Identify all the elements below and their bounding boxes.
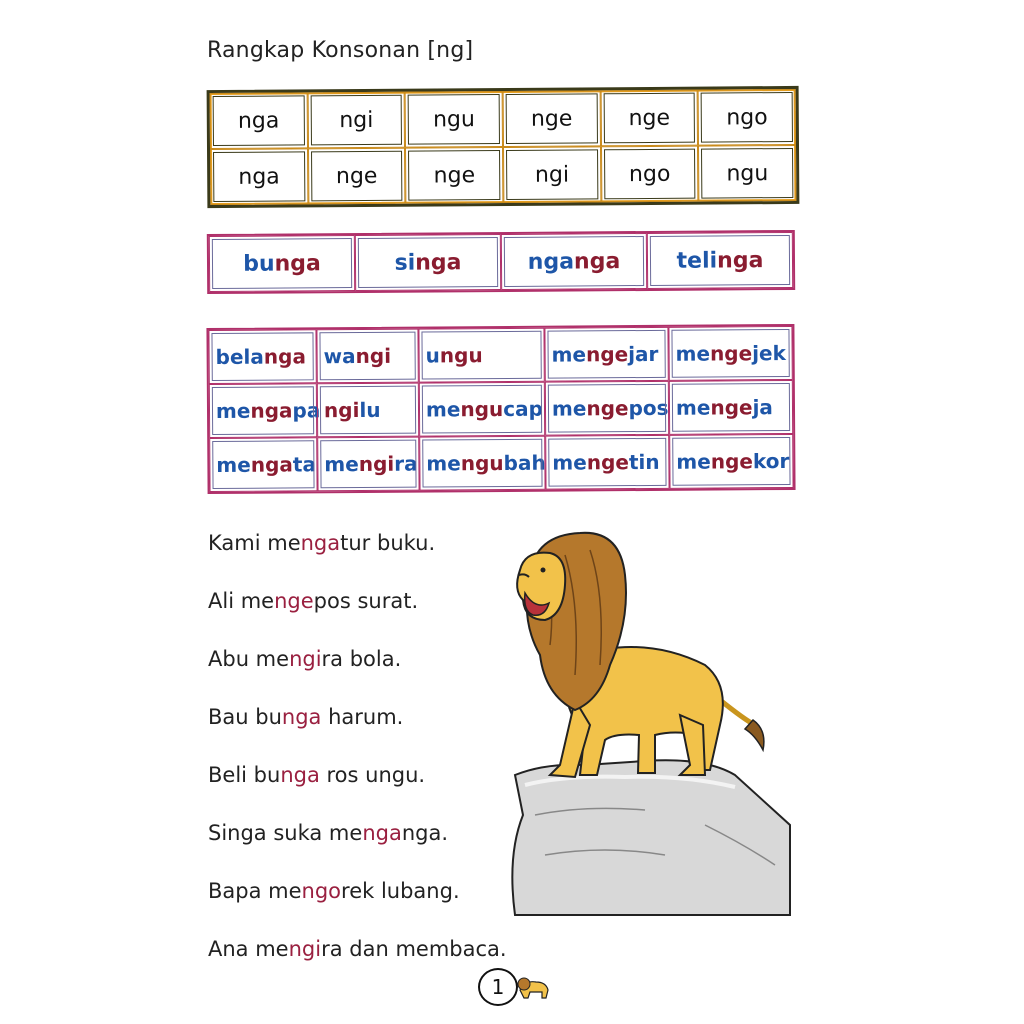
word-part: u bbox=[425, 343, 440, 368]
word-part: nga bbox=[281, 705, 322, 729]
word-strip bbox=[207, 230, 795, 294]
syllable-cell: ngo bbox=[698, 89, 796, 146]
syllable-cell: ngi bbox=[307, 92, 405, 149]
word-part: Singa suka me bbox=[208, 821, 363, 845]
word-part: ngi bbox=[288, 937, 322, 961]
word-part: Ali me bbox=[208, 589, 275, 613]
word-part: bah bbox=[503, 450, 546, 475]
word-part: rek lubang. bbox=[341, 879, 460, 903]
word-part: me bbox=[425, 397, 461, 422]
word-part: nga bbox=[280, 763, 320, 787]
word-part: nga bbox=[250, 398, 293, 423]
word-grid bbox=[206, 324, 795, 494]
word-part: me bbox=[551, 396, 587, 421]
grid-word-cell bbox=[668, 326, 792, 381]
word-part: pa bbox=[292, 398, 321, 423]
word-part: nge bbox=[710, 449, 753, 474]
sentence bbox=[208, 586, 507, 644]
grid-word-cell bbox=[544, 327, 668, 382]
word-part: bela bbox=[215, 344, 264, 369]
word-part: nga. bbox=[401, 821, 449, 845]
word-part: nge bbox=[709, 341, 753, 366]
word-part: tin bbox=[628, 449, 660, 475]
word-part: Kami me bbox=[208, 531, 301, 555]
word-part: ra bola. bbox=[321, 647, 402, 671]
word-part: nga bbox=[263, 344, 307, 369]
word-part: harum. bbox=[321, 705, 404, 729]
grid-word-cell bbox=[419, 382, 545, 437]
word-part: Bau bu bbox=[208, 705, 282, 729]
word-part: lu bbox=[359, 397, 381, 422]
grid-word-cell bbox=[209, 383, 321, 438]
word-part: Ana me bbox=[208, 937, 289, 961]
word-part: ngi bbox=[289, 647, 322, 671]
sentence bbox=[208, 528, 507, 586]
word-part: nge bbox=[710, 395, 753, 420]
syllable-cell: nge bbox=[405, 147, 503, 204]
word-cell bbox=[647, 232, 793, 289]
word-part: nge bbox=[586, 450, 629, 475]
syllable-cell: nge bbox=[503, 90, 601, 147]
sentence bbox=[208, 934, 507, 992]
sentence bbox=[208, 644, 507, 702]
word-part: ra bbox=[394, 451, 418, 476]
word-part: nga bbox=[527, 248, 575, 275]
word-part: nga bbox=[573, 248, 621, 274]
sentence bbox=[208, 818, 507, 876]
word-part: nga bbox=[717, 247, 764, 273]
word-part: si bbox=[394, 250, 416, 276]
grid-word-cell bbox=[669, 434, 793, 489]
word-cell bbox=[355, 234, 501, 291]
word-part: me bbox=[675, 395, 711, 420]
syllable-cell: nga bbox=[210, 148, 308, 205]
word-part: me bbox=[675, 341, 711, 366]
word-part: nge bbox=[585, 342, 629, 367]
word-part: ngi bbox=[323, 397, 360, 423]
word-part: me bbox=[552, 450, 587, 475]
word-part: Abu me bbox=[208, 647, 290, 671]
syllable-cell: ngi bbox=[503, 146, 601, 203]
word-part: Bapa me bbox=[208, 879, 302, 903]
sentence bbox=[208, 702, 507, 760]
mini-lion-icon bbox=[516, 972, 552, 1002]
word-part: ros ungu. bbox=[319, 763, 426, 787]
word-part: kor bbox=[752, 448, 790, 474]
word-part: ja bbox=[752, 395, 773, 420]
word-part: teli bbox=[676, 247, 718, 274]
word-part: me bbox=[216, 452, 251, 477]
grid-word-cell bbox=[418, 328, 544, 383]
word-part: nge bbox=[274, 589, 314, 613]
word-part: me bbox=[324, 451, 359, 477]
grid-word-cell bbox=[545, 381, 669, 436]
grid-word-cell bbox=[209, 437, 317, 492]
word-part: pos bbox=[628, 395, 669, 421]
word-part: ra dan membaca. bbox=[321, 937, 507, 961]
word-part: ngu bbox=[439, 343, 483, 368]
word-cell bbox=[501, 233, 647, 290]
word-part: wa bbox=[323, 344, 356, 369]
word-part: ngu bbox=[460, 450, 504, 476]
syllable-cell: ngo bbox=[601, 146, 699, 203]
word-part: ta bbox=[292, 452, 316, 477]
syllable-cell: nge bbox=[600, 90, 698, 147]
page-number: 1 bbox=[478, 968, 518, 1006]
syllable-cell: ngu bbox=[698, 145, 796, 202]
word-part: nga bbox=[300, 531, 341, 555]
word-part: pos surat. bbox=[313, 589, 419, 613]
word-part: nga bbox=[250, 452, 293, 477]
sentence bbox=[208, 760, 507, 818]
word-part: me bbox=[551, 342, 587, 367]
word-part: me bbox=[426, 451, 461, 476]
word-part: me bbox=[676, 449, 711, 474]
word-part: nga bbox=[362, 821, 402, 845]
grid-word-cell bbox=[317, 383, 419, 438]
word-part: bu bbox=[243, 251, 275, 277]
word-part: nga bbox=[274, 250, 321, 277]
grid-word-cell bbox=[669, 380, 793, 435]
syllable-table bbox=[207, 86, 800, 208]
syllable-cell: ngu bbox=[405, 91, 503, 148]
word-part: jek bbox=[752, 341, 786, 366]
word-part: ngi bbox=[355, 343, 392, 369]
word-part: me bbox=[215, 398, 251, 423]
grid-word-cell bbox=[208, 329, 316, 384]
syllable-cell: nge bbox=[308, 148, 406, 205]
grid-word-cell bbox=[419, 436, 545, 491]
sentence-list bbox=[208, 528, 507, 992]
page-title: Rangkap Konsonan [ng] bbox=[207, 38, 474, 63]
word-part: ngi bbox=[358, 451, 395, 476]
word-cell bbox=[209, 235, 355, 292]
word-part: cap bbox=[503, 396, 543, 421]
word-part: nga bbox=[415, 249, 462, 276]
word-part: ngu bbox=[460, 396, 504, 422]
word-part: tur buku. bbox=[340, 531, 436, 555]
sentence bbox=[208, 876, 507, 934]
word-part: Beli bu bbox=[208, 763, 281, 787]
syllable-cell: nga bbox=[210, 92, 308, 149]
grid-word-cell bbox=[545, 435, 669, 490]
grid-word-cell bbox=[317, 437, 419, 492]
grid-word-cell bbox=[316, 329, 418, 384]
word-part: jar bbox=[628, 341, 659, 367]
word-part: nge bbox=[586, 396, 629, 421]
word-part: ngo bbox=[301, 879, 342, 903]
lion-on-rock-illustration bbox=[505, 525, 795, 920]
